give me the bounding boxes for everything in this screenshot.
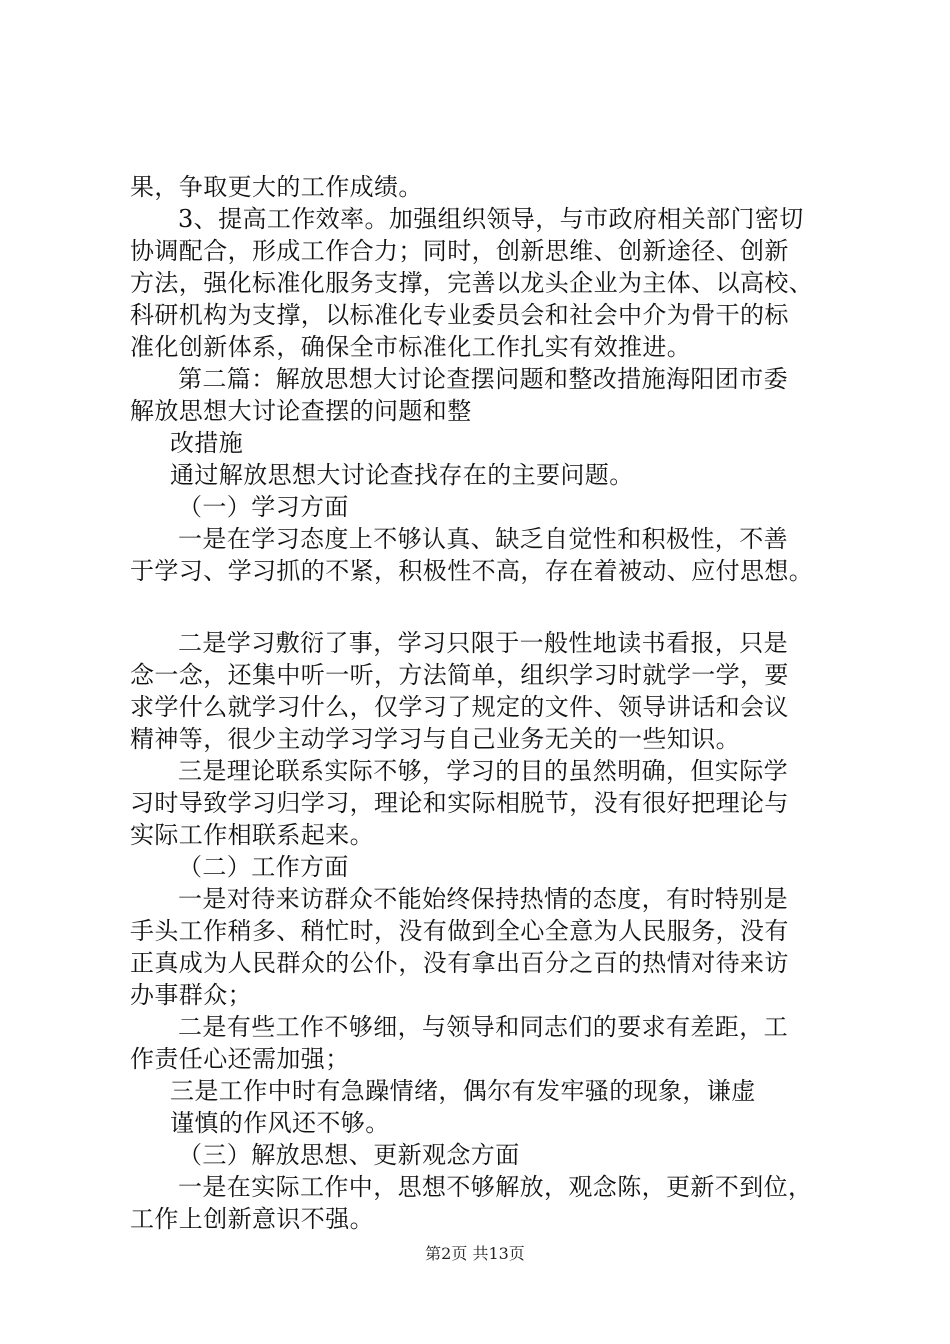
body-line: 念一念，还集中听一听，方法简单，组织学习时就学一学，要 — [130, 661, 789, 689]
section-heading: 解放思想大讨论查摆的问题和整 — [130, 397, 472, 425]
subsection-heading: （一）学习方面 — [178, 493, 349, 521]
body-line: 精神等，很少主动学习学习与自己业务无关的一些知识。 — [130, 725, 740, 753]
body-line: 通过解放思想大讨论查找存在的主要问题。 — [170, 461, 634, 489]
body-line: 方法，强化标准化服务支撑，完善以龙头企业为主体、以高校、 — [130, 269, 814, 297]
body-line: 作责任心还需加强； — [130, 1045, 350, 1073]
body-line: 协调配合，形成工作合力；同时，创新思维、创新途径、创新 — [130, 237, 789, 265]
section-heading: 第二篇：解放思想大讨论查摆问题和整改措施海阳团市委 — [178, 365, 788, 393]
body-line: 工作上创新意识不强。 — [130, 1205, 374, 1233]
subsection-heading: （三）解放思想、更新观念方面 — [178, 1141, 520, 1169]
document-body — [130, 171, 835, 1235]
body-line: 三是工作中时有急躁情绪，偶尔有发牢骚的现象，谦虚 — [170, 1077, 756, 1105]
body-line: 科研机构为支撑，以标准化专业委员会和社会中介为骨干的标 — [130, 301, 789, 329]
section-heading: 改措施 — [170, 429, 244, 457]
body-line: 求学什么就学习什么，仅学习了规定的文件、领导讲话和会议 — [130, 693, 789, 721]
body-line: 实际工作相联系起来。 — [130, 821, 374, 849]
body-line: 三是理论联系实际不够，学习的目的虽然明确，但实际学 — [178, 757, 788, 785]
body-line: 谨慎的作风还不够。 — [170, 1109, 390, 1137]
body-line: 准化创新体系，确保全市标准化工作扎实有效推进。 — [130, 333, 692, 361]
page-footer: 第2页 共13页 — [425, 1244, 525, 1263]
body-line: 习时导致学习归学习，理论和实际相脱节，没有很好把理论与 — [130, 789, 789, 817]
body-line: 二是有些工作不够细，与领导和同志们的要求有差距，工 — [178, 1013, 788, 1041]
body-line: 果，争取更大的工作成绩。 — [130, 173, 423, 201]
body-line: 二是学习敷衍了事，学习只限于一般性地读书看报，只是 — [178, 629, 788, 657]
body-line: 于学习、学习抓的不紧，积极性不高，存在着被动、应付思想。 — [130, 557, 814, 585]
body-line: 一是在实际工作中，思想不够解放，观念陈，更新不到位， — [178, 1173, 813, 1201]
body-line: 办事群众； — [130, 981, 252, 1009]
body-line: 3、提高工作效率。加强组织领导，与市政府相关部门密切 — [178, 205, 804, 233]
body-line: 一是对待来访群众不能始终保持热情的态度，有时特别是 — [178, 885, 788, 913]
paragraph-gap — [130, 587, 835, 627]
subsection-heading: （二）工作方面 — [178, 853, 349, 881]
body-line: 一是在学习态度上不够认真、缺乏自觉性和积极性，不善 — [178, 525, 788, 553]
body-line: 正真成为人民群众的公仆，没有拿出百分之百的热情对待来访 — [130, 949, 789, 977]
body-line: 手头工作稍多、稍忙时，没有做到全心全意为人民服务，没有 — [130, 917, 789, 945]
